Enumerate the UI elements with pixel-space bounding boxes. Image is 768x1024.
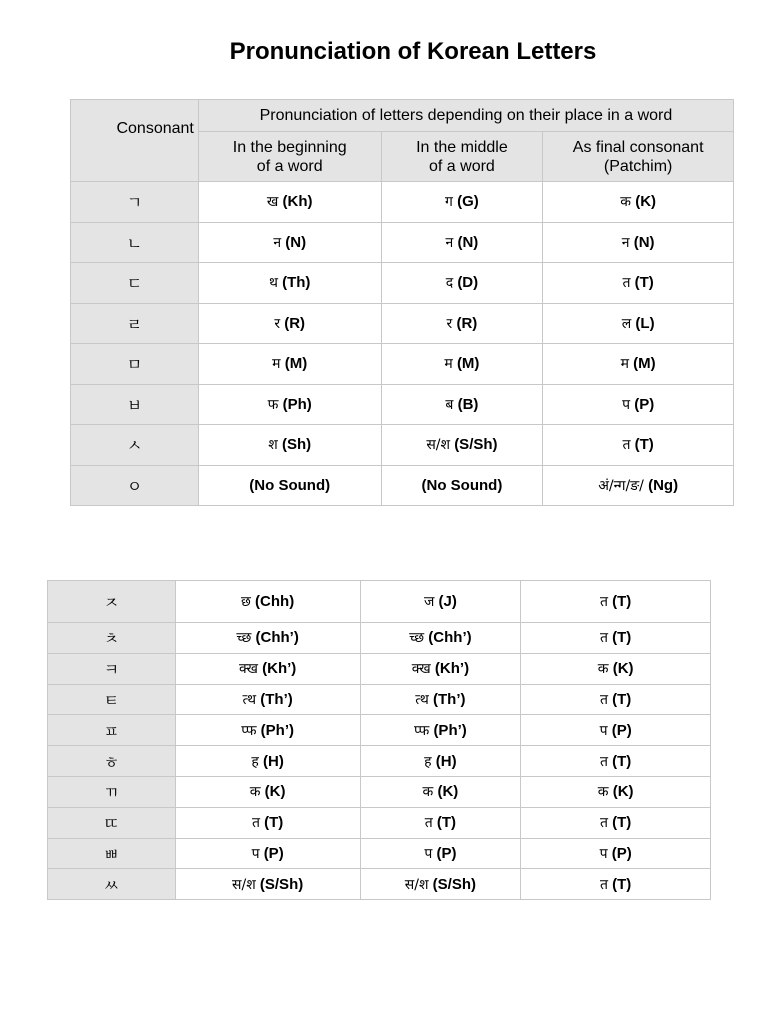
devanagari-text: म — [272, 356, 281, 373]
devanagari-text: द — [445, 275, 454, 292]
korean-letter: ㅇ — [71, 465, 199, 506]
romanization-text: (K) — [612, 660, 634, 678]
romanization-text: (M) — [284, 355, 308, 373]
table-row — [71, 344, 734, 385]
table-row — [48, 776, 711, 807]
romanization-text: (Th’) — [260, 690, 293, 708]
middle-cell — [360, 653, 521, 684]
romanization-text: (S/Sh) — [454, 436, 498, 454]
devanagari-text: त — [622, 275, 631, 292]
romanization-text: (T) — [612, 690, 632, 708]
table-row — [71, 303, 734, 344]
devanagari-text: अं/न्ग/ङ/ — [598, 477, 644, 494]
devanagari-text: र — [274, 315, 281, 332]
romanization-text: (S/Sh) — [432, 875, 476, 893]
table-row — [48, 653, 711, 684]
romanization-text: (Chh’) — [255, 629, 299, 647]
devanagari-text: ब — [445, 396, 454, 413]
final-cell — [521, 684, 711, 715]
devanagari-text: त — [599, 815, 608, 832]
devanagari-text: प — [424, 845, 433, 862]
final-cell — [521, 715, 711, 746]
korean-letter: ㄴ — [71, 222, 199, 263]
devanagari-text: ग — [445, 194, 453, 211]
devanagari-text: त्थ — [242, 691, 257, 708]
romanization-text: (Th) — [282, 274, 311, 292]
romanization-text: (T) — [612, 875, 632, 893]
romanization-text: (R) — [456, 314, 478, 332]
middle-cell — [360, 869, 521, 900]
devanagari-text: म — [444, 356, 453, 373]
devanagari-text: न — [621, 234, 630, 251]
beginning-cell — [175, 807, 360, 838]
romanization-text: (P) — [611, 844, 632, 862]
devanagari-text: क — [249, 784, 261, 801]
devanagari-text: थ — [268, 275, 278, 292]
beginning-cell — [175, 715, 360, 746]
beginning-cell — [175, 653, 360, 684]
romanization-text: (No Sound) — [421, 476, 503, 494]
devanagari-text: स/श — [426, 437, 451, 454]
final-cell — [521, 623, 711, 654]
romanization-text: (B) — [457, 395, 479, 413]
middle-cell — [381, 425, 543, 466]
romanization-text: (T) — [612, 752, 632, 770]
devanagari-text: ह — [424, 753, 432, 770]
table-row — [71, 384, 734, 425]
table-row — [71, 182, 734, 223]
consonant-table-primary — [70, 99, 734, 506]
beginning-cell — [175, 838, 360, 869]
devanagari-text: म — [620, 356, 629, 373]
korean-letter: ㅈ — [48, 581, 176, 623]
middle-cell — [360, 715, 521, 746]
romanization-text: (Ph’) — [260, 721, 294, 739]
middle-cell — [381, 303, 543, 344]
middle-cell — [360, 776, 521, 807]
beginning-cell — [175, 581, 360, 623]
devanagari-text: न — [273, 234, 282, 251]
romanization-text: (N) — [285, 233, 307, 251]
table-row — [71, 263, 734, 304]
final-cell — [543, 384, 734, 425]
final-cell — [521, 776, 711, 807]
beginning-column-header: In the beginning of a word — [198, 132, 381, 182]
middle-cell — [381, 182, 543, 223]
middle-cell — [360, 581, 521, 623]
beginning-cell — [198, 465, 381, 506]
romanization-text: (K) — [437, 783, 459, 801]
devanagari-text: त — [251, 815, 260, 832]
romanization-text: (No Sound) — [249, 476, 331, 494]
romanization-text: (P) — [436, 844, 457, 862]
table-row — [71, 222, 734, 263]
devanagari-text: प — [251, 845, 260, 862]
korean-letter: ㅅ — [71, 425, 199, 466]
devanagari-text: क — [422, 784, 434, 801]
romanization-text: (Chh) — [255, 593, 295, 610]
romanization-text: (N) — [633, 233, 655, 251]
middle-cell — [360, 838, 521, 869]
table-row — [71, 465, 734, 506]
romanization-text: (H) — [263, 752, 284, 770]
romanization-text: (P) — [634, 395, 655, 413]
final-cell — [521, 653, 711, 684]
devanagari-text: ज — [423, 594, 435, 610]
middle-cell — [381, 222, 543, 263]
devanagari-text: श — [268, 437, 278, 454]
devanagari-text: प्फ — [241, 722, 257, 739]
romanization-text: (T) — [634, 274, 654, 292]
romanization-text: (Kh) — [282, 193, 313, 211]
beginning-cell — [175, 746, 360, 777]
devanagari-text: ल — [621, 315, 632, 332]
devanagari-text: च्छ — [236, 630, 252, 647]
final-cell — [521, 838, 711, 869]
romanization-text: (M) — [456, 355, 480, 373]
korean-letter: ㅍ — [48, 715, 176, 746]
devanagari-text: न — [445, 234, 454, 251]
korean-letter: ㅆ — [48, 869, 176, 900]
romanization-text: (T) — [634, 436, 654, 454]
devanagari-text: क — [620, 194, 632, 211]
devanagari-text: फ — [267, 396, 279, 413]
romanization-text: (T) — [264, 814, 284, 832]
pronunciation-group-header: Pronunciation of letters depending on their place in a word — [198, 100, 733, 132]
beginning-cell — [198, 344, 381, 385]
devanagari-text: त — [599, 691, 608, 708]
final-cell — [543, 263, 734, 304]
middle-cell — [381, 465, 543, 506]
korean-letter: ㄹ — [71, 303, 199, 344]
table-row — [48, 684, 711, 715]
devanagari-text: प — [622, 396, 631, 413]
devanagari-text: त — [599, 753, 608, 770]
korean-letter: ㅌ — [48, 684, 176, 715]
final-cell — [543, 182, 734, 223]
beginning-cell — [198, 263, 381, 304]
korean-letter: ㄲ — [48, 776, 176, 807]
romanization-text: (J) — [438, 593, 457, 610]
devanagari-text: क — [597, 784, 609, 801]
romanization-text: (Kh’) — [434, 660, 470, 678]
table-row — [48, 838, 711, 869]
devanagari-text: प — [599, 722, 608, 739]
romanization-text: (T) — [612, 629, 632, 647]
romanization-text: (H) — [435, 752, 457, 770]
romanization-text: (T) — [612, 593, 632, 610]
middle-cell — [360, 746, 521, 777]
table-row — [48, 869, 711, 900]
korean-letter: ㄸ — [48, 807, 176, 838]
korean-letter: ㅋ — [48, 653, 176, 684]
devanagari-text: प — [599, 845, 608, 862]
devanagari-text: ख — [266, 194, 279, 211]
korean-letter: ㅂ — [71, 384, 199, 425]
devanagari-text: त — [599, 594, 608, 610]
korean-letter: ㅎ — [48, 746, 176, 777]
romanization-text: (K) — [264, 783, 286, 801]
romanization-text: (Ng) — [648, 476, 679, 494]
devanagari-text: ह — [251, 753, 259, 770]
romanization-text: (L) — [635, 314, 655, 332]
consonant-table-secondary — [47, 580, 711, 900]
romanization-text: (D) — [457, 274, 479, 292]
devanagari-text: क — [597, 661, 609, 678]
devanagari-text: त — [599, 876, 608, 893]
table-row — [71, 425, 734, 466]
devanagari-text: त — [622, 437, 631, 454]
final-cell — [543, 222, 734, 263]
romanization-text: (S/Sh) — [259, 875, 304, 893]
devanagari-text: त — [599, 630, 608, 647]
devanagari-text: र — [446, 315, 453, 332]
romanization-text: (Th’) — [433, 690, 466, 708]
romanization-text: (M) — [633, 355, 656, 373]
korean-letter: ㅊ — [48, 623, 176, 654]
korean-letter: ㅃ — [48, 838, 176, 869]
romanization-text: (P) — [263, 844, 284, 862]
consonant-column-header: Consonant — [71, 100, 199, 182]
table-row — [48, 746, 711, 777]
devanagari-text: छ — [241, 594, 251, 610]
middle-cell — [360, 684, 521, 715]
table-row — [48, 623, 711, 654]
korean-letter: ㄱ — [71, 182, 199, 223]
page-title: Pronunciation of Korean Letters — [229, 38, 597, 65]
final-cell — [543, 344, 734, 385]
beginning-cell — [175, 776, 360, 807]
table-row — [48, 581, 711, 623]
beginning-cell — [198, 303, 381, 344]
romanization-text: (P) — [611, 721, 632, 739]
romanization-text: (T) — [436, 814, 457, 832]
romanization-text: (Kh’) — [262, 660, 297, 678]
beginning-cell — [198, 222, 381, 263]
devanagari-text: क्ख — [411, 661, 431, 678]
final-cell — [543, 465, 734, 506]
middle-cell — [360, 807, 521, 838]
devanagari-text: स/श — [232, 876, 256, 893]
middle-cell — [360, 623, 521, 654]
romanization-text: (Ph’) — [433, 721, 467, 739]
devanagari-text: क्ख — [238, 661, 258, 678]
final-cell — [521, 869, 711, 900]
romanization-text: (K) — [635, 193, 657, 211]
romanization-text: (Chh’) — [428, 629, 472, 647]
middle-cell — [381, 384, 543, 425]
devanagari-text: च्छ — [409, 630, 425, 647]
romanization-text: (Sh) — [281, 436, 312, 454]
devanagari-text: प्फ — [414, 722, 430, 739]
devanagari-text: त — [424, 815, 433, 832]
devanagari-text: त्थ — [415, 691, 429, 708]
beginning-cell — [198, 425, 381, 466]
middle-column-header: In the middle of a word — [381, 132, 543, 182]
romanization-text: (G) — [457, 193, 479, 211]
beginning-cell — [198, 182, 381, 223]
beginning-cell — [175, 869, 360, 900]
middle-cell — [381, 344, 543, 385]
final-cell — [521, 746, 711, 777]
romanization-text: (R) — [284, 314, 306, 332]
korean-letter: ㅁ — [71, 344, 199, 385]
final-cell — [543, 425, 734, 466]
korean-letter: ㄷ — [71, 263, 199, 304]
devanagari-text: स/श — [404, 876, 429, 893]
romanization-text: (K) — [612, 783, 634, 801]
table-row — [48, 715, 711, 746]
beginning-cell — [198, 384, 381, 425]
romanization-text: (Ph) — [282, 395, 312, 413]
final-column-header: As final consonant (Patchim) — [543, 132, 734, 182]
romanization-text: (N) — [457, 233, 479, 251]
beginning-cell — [175, 623, 360, 654]
final-cell — [521, 807, 711, 838]
romanization-text: (T) — [612, 814, 632, 832]
beginning-cell — [175, 684, 360, 715]
middle-cell — [381, 263, 543, 304]
table-row — [48, 807, 711, 838]
final-cell — [521, 581, 711, 623]
final-cell — [543, 303, 734, 344]
